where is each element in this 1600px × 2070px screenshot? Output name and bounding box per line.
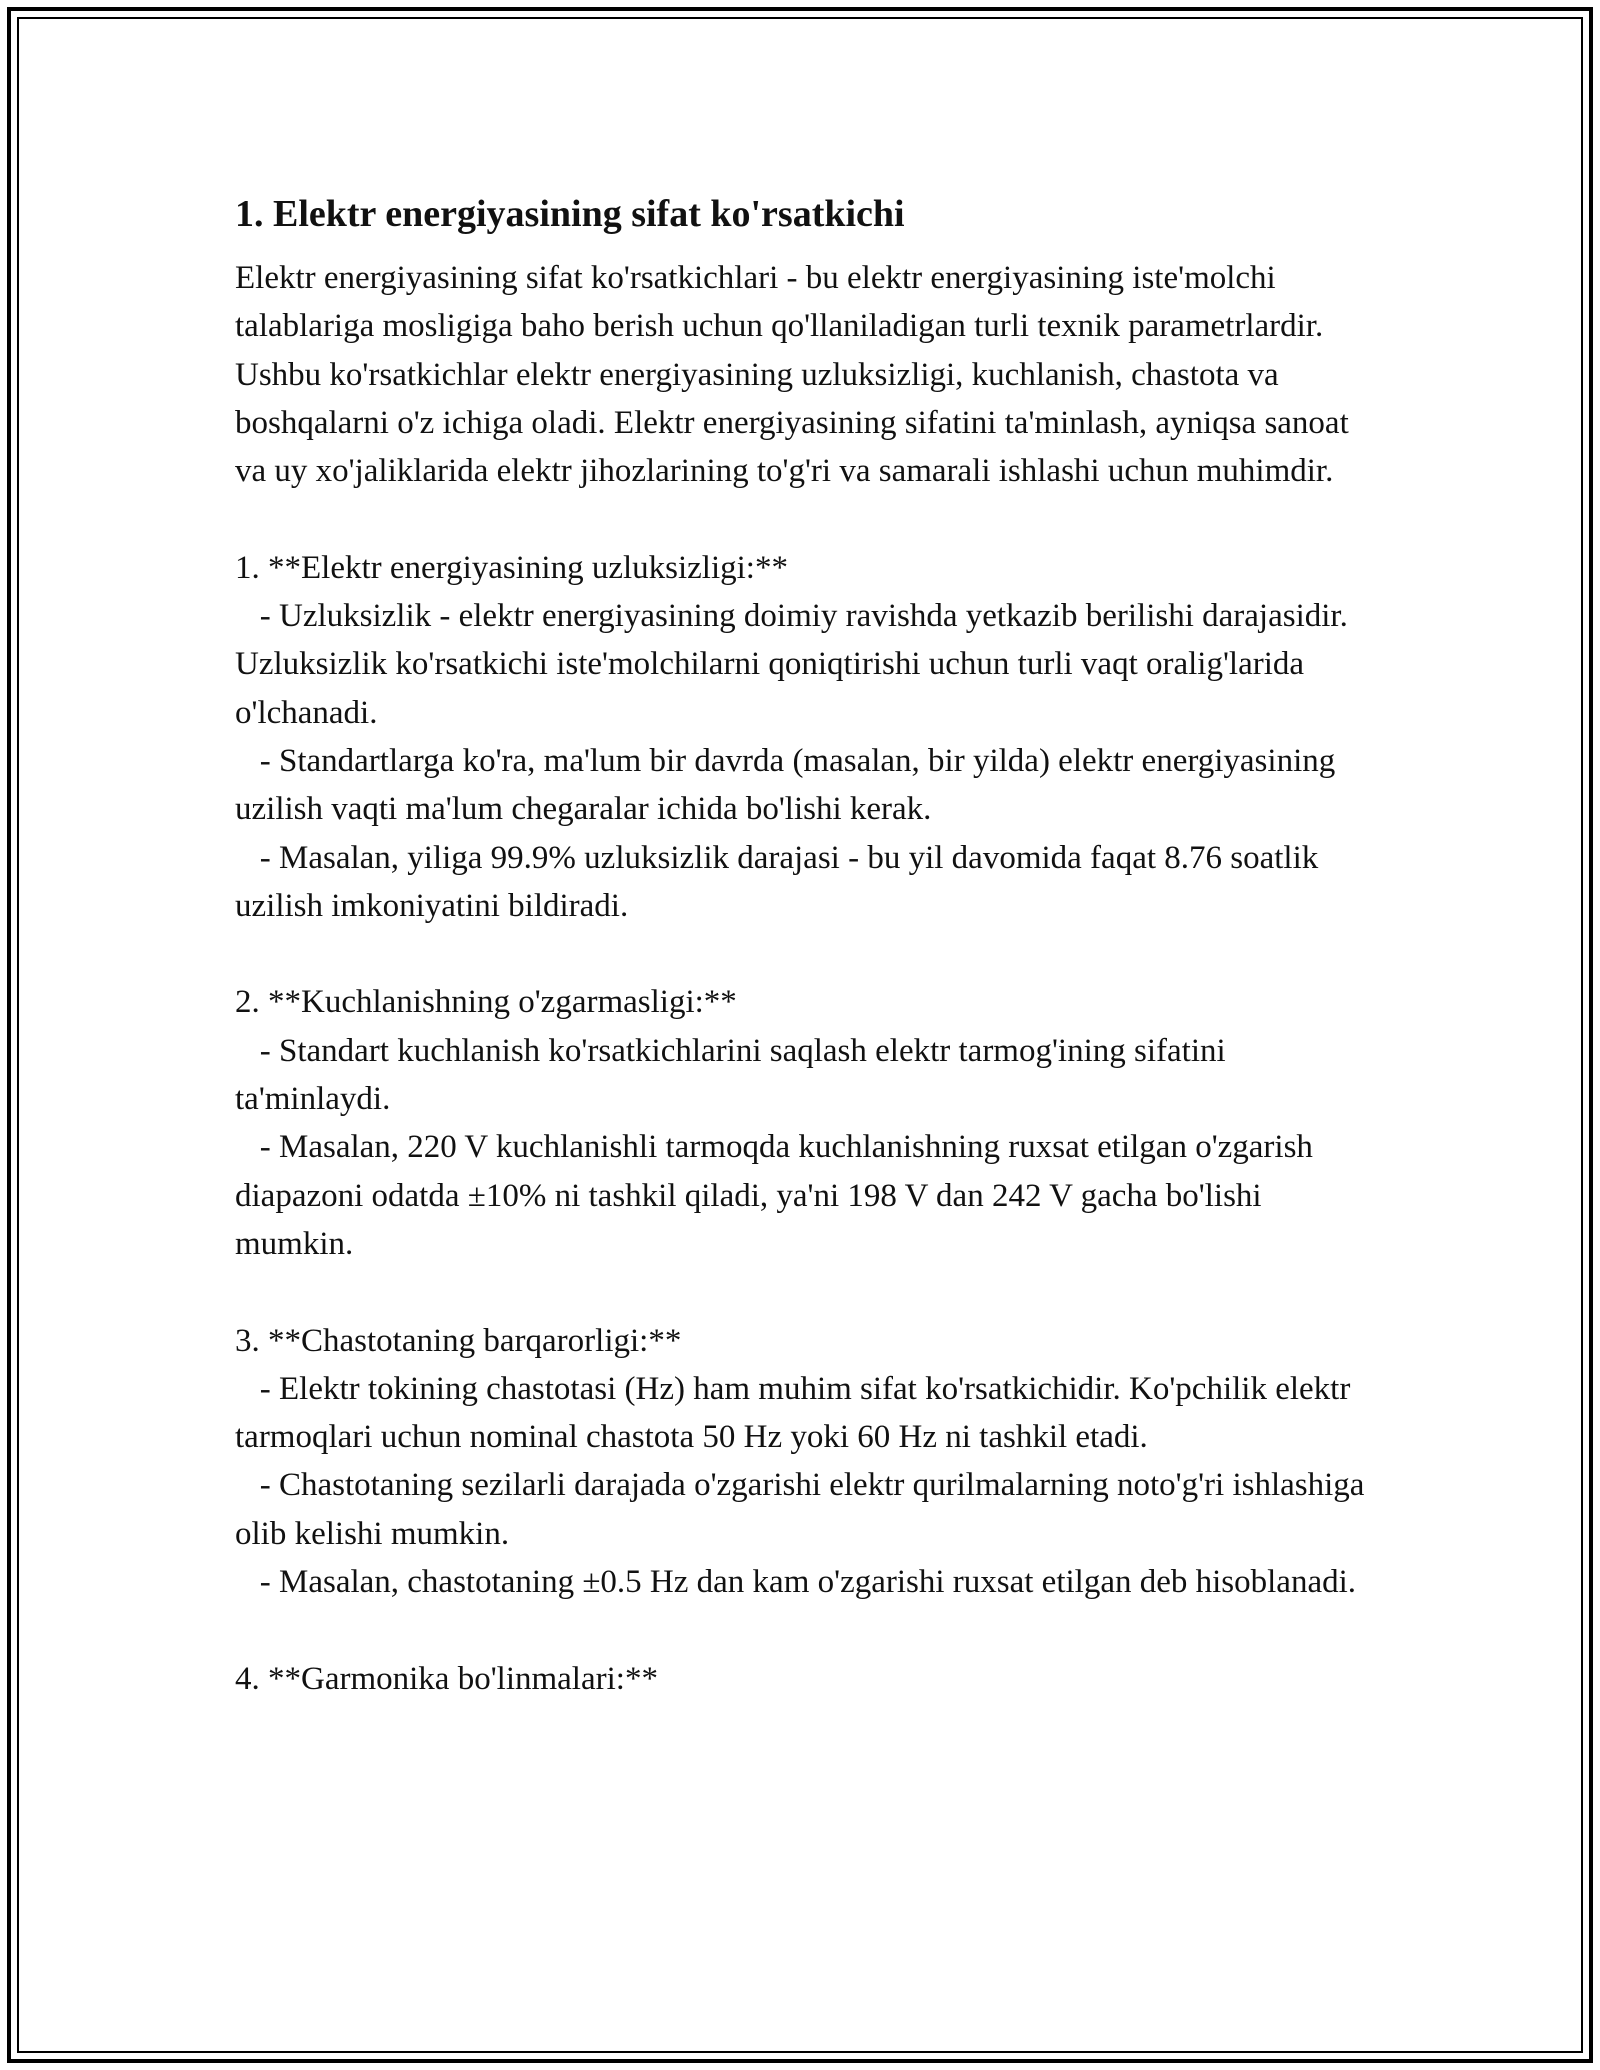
spacer	[235, 1606, 1365, 1654]
list-item: - Uzluksizlik - elektr energiyasining doimiy ravishda yetkazib berilishi darajasidir. Uzluksizlik ko'rsatkichi iste'molchilarni qoniqtirishi uchun turli vaqt oralig'larida o'lchanadi.	[235, 598, 1357, 731]
section-voltage	[235, 978, 1365, 1268]
document-body	[235, 186, 1373, 1703]
spacer	[235, 930, 1365, 978]
section-heading: 3. **Chastotaning barqarorligi:**	[235, 1322, 682, 1359]
section-heading: 2. **Kuchlanishning o'zgarmasligi:**	[235, 984, 737, 1021]
list-item: - Standartlarga ko'ra, ma'lum bir davrda (masalan, bir yilda) elektr energiyasining uzilish vaqti ma'lum chegaralar ichida bo'lishi kerak.	[235, 742, 1344, 828]
list-item: - Elektr tokining chastotasi (Hz) ham muhim sifat ko'rsatkichidir. Ko'pchilik elektr tarmoqlari uchun nominal chastota 50 Hz yoki 60 Hz ni tashkil etadi.	[235, 1370, 1359, 1456]
list-item: - Masalan, yiliga 99.9% uzluksizlik darajasi - bu yil davomida faqat 8.76 soatlik uzilish imkoniyatini bildiradi.	[235, 839, 1327, 924]
section-heading: 1. **Elektr energiyasining uzluksizligi:**	[235, 549, 788, 586]
list-item: - Chastotaning sezilarli darajada o'zgarishi elektr qurilmalarning noto'g'ri ishlashiga olib kelishi mumkin.	[235, 1467, 1373, 1552]
section-harmonics	[235, 1655, 1365, 1703]
section-frequency	[235, 1317, 1373, 1607]
spacer	[235, 1268, 1365, 1316]
section-continuity	[235, 544, 1365, 930]
section-heading: 4. **Garmonika bo'linmalari:**	[235, 1660, 658, 1697]
list-item: - Masalan, chastotaning ±0.5 Hz dan kam o'zgarishi ruxsat etilgan deb hisoblanadi.	[235, 1564, 1357, 1601]
list-item: - Standart kuchlanish ko'rsatkichlarini saqlash elektr tarmog'ining sifatini ta'minlaydi.	[235, 1032, 1234, 1118]
document-title: 1. Elektr energiyasining sifat ko'rsatkichi	[235, 193, 905, 235]
intro-paragraph: Elektr energiyasining sifat ko'rsatkichlari - bu elektr energiyasining iste'molchi talablariga mosligiga baho berish uchun qo'llaniladigan turli texnik parametrlardir. Ushbu ko'rsatkichlar elektr energiyasining uzluksizligi, kuchlanish, chastota va boshqalarni o'z ichiga oladi. Elektr energiyasining sifatini ta'minlash, ayniqsa sanoat va uy xo'jaliklarida elektr jihozlarining to'g'ri va samarali ishlashi uchun muhimdir.	[235, 260, 1357, 490]
list-item: - Masalan, 220 V kuchlanishli tarmoqda kuchlanishning ruxsat etilgan o'zgarish diapazoni odatda ±10% ni tashkil qiladi, ya'ni 198 V dan 242 V gacha bo'lishi mumkin.	[235, 1129, 1322, 1262]
spacer	[235, 495, 1365, 543]
